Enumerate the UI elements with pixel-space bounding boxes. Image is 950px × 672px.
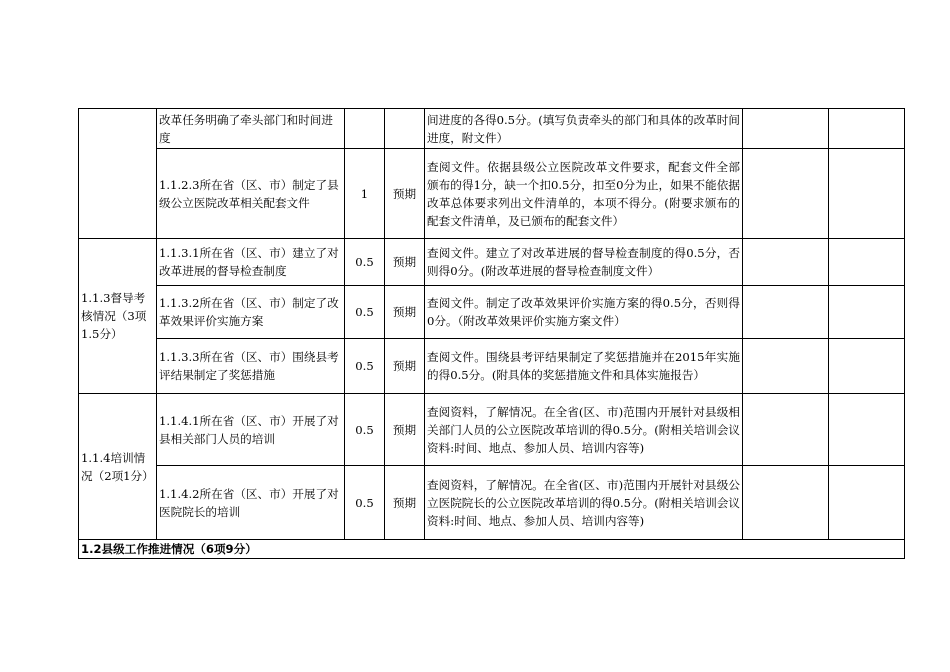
item-cell: 1.1.3.2所在省（区、市）制定了改革效果评价实施方案 [157, 286, 345, 339]
criteria-cell: 间进度的各得0.5分。(填写负责牵头的部门和具体的改革时间进度，附文件） [425, 109, 743, 149]
type-cell: 预期 [385, 394, 425, 466]
score-cell: 0.5 [345, 466, 385, 540]
table-row [79, 339, 905, 394]
item-cell: 1.1.3.1所在省（区、市）建立了对改革进展的督导检查制度 [157, 239, 345, 286]
empty-cell [743, 394, 829, 466]
type-cell: 预期 [385, 239, 425, 286]
score-cell: 1 [345, 149, 385, 239]
empty-cell [829, 339, 905, 394]
score-cell: 0.5 [345, 394, 385, 466]
type-cell: 预期 [385, 339, 425, 394]
type-cell: 预期 [385, 286, 425, 339]
score-cell: 0.5 [345, 339, 385, 394]
table-row [79, 109, 905, 149]
table-row [79, 286, 905, 339]
criteria-cell: 查阅文件。制定了改革效果评价实施方案的得0.5分，否则得0分。（附改革效果评价实施方案文件） [425, 286, 743, 339]
criteria-cell: 查阅资料，了解情况。在全省(区、市)范围内开展针对县级公立医院院长的公立医院改革培训的得0.5分。(附相关培训会议资料:时间、地点、参加人员、培训内容等) [425, 466, 743, 540]
item-cell: 1.1.2.3所在省（区、市）制定了县级公立医院改革相关配套文件 [157, 149, 345, 239]
empty-cell [743, 239, 829, 286]
criteria-cell: 查阅文件。围绕县考评结果制定了奖惩措施并在2015年实施的得0.5分。(附具体的奖惩措施文件和具体实施报告） [425, 339, 743, 394]
type-cell: 预期 [385, 466, 425, 540]
type-cell [385, 109, 425, 149]
table-row [79, 394, 905, 466]
category-cell: 1.1.4培训情况（2项1分） [79, 394, 157, 540]
criteria-cell: 查阅文件。建立了对改革进展的督导检查制度的得0.5分，否则得0分。(附改革进展的督导检查制度文件） [425, 239, 743, 286]
empty-cell [743, 339, 829, 394]
empty-cell [743, 109, 829, 149]
empty-cell [829, 239, 905, 286]
category-cell [79, 109, 157, 239]
category-cell: 1.1.3督导考核情况（3项1.5分） [79, 239, 157, 394]
item-cell: 1.1.3.3所在省（区、市）围绕县考评结果制定了奖惩措施 [157, 339, 345, 394]
empty-cell [743, 286, 829, 339]
empty-cell [829, 466, 905, 540]
item-cell: 1.1.4.1所在省（区、市）开展了对县相关部门人员的培训 [157, 394, 345, 466]
item-cell: 改革任务明确了牵头部门和时间进度 [157, 109, 345, 149]
type-cell: 预期 [385, 149, 425, 239]
empty-cell [829, 394, 905, 466]
table-row [79, 466, 905, 540]
item-cell: 1.1.4.2所在省（区、市）开展了对医院院长的培训 [157, 466, 345, 540]
empty-cell [829, 149, 905, 239]
empty-cell [743, 149, 829, 239]
empty-cell [743, 466, 829, 540]
section-heading: 1.2县级工作推进情况（6项9分） [79, 540, 905, 559]
table-row [79, 149, 905, 239]
score-cell: 0.5 [345, 286, 385, 339]
criteria-cell: 查阅文件。依据县级公立医院改革文件要求，配套文件全部颁布的得1分，缺一个扣0.5分，扣至0分为止，如果不能依据改革总体要求列出文件清单的，本项不得分。(附要求颁布的配套文件清单，及已颁布的配套文件） [425, 149, 743, 239]
section-row [79, 540, 905, 559]
empty-cell [829, 109, 905, 149]
evaluation-table [78, 108, 905, 559]
empty-cell [829, 286, 905, 339]
score-cell [345, 109, 385, 149]
criteria-cell: 查阅资料，了解情况。在全省(区、市)范围内开展针对县级相关部门人员的公立医院改革培训的得0.5分。(附相关培训会议资料:时间、地点、参加人员、培训内容等) [425, 394, 743, 466]
score-cell: 0.5 [345, 239, 385, 286]
table-row [79, 239, 905, 286]
